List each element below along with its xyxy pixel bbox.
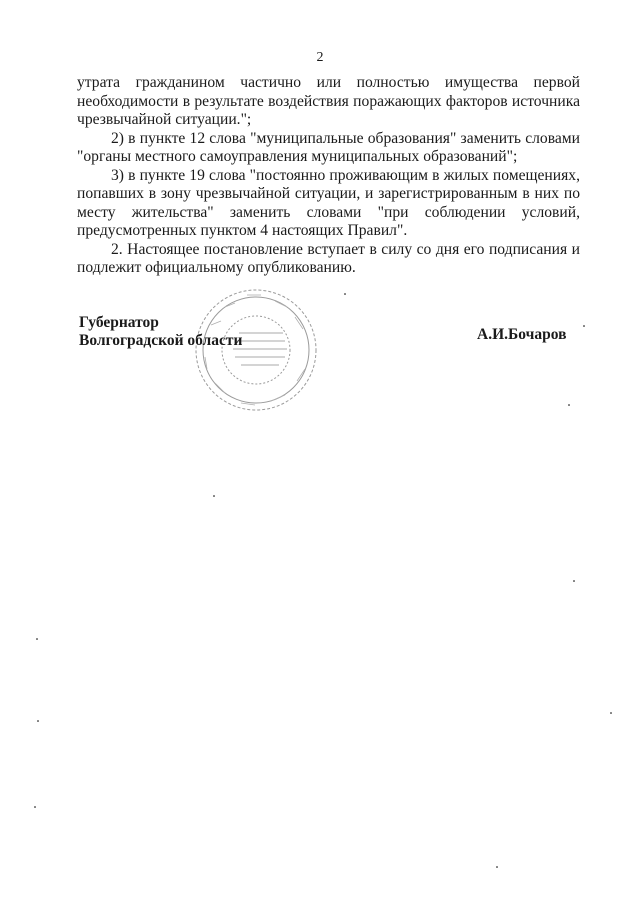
paragraph-continuation: утрата гражданином частично или полностью имущества первой необходимости в результате воздействия поражающих факторов источника чрезвычайной ситуации.";	[77, 74, 580, 128]
scan-speck	[213, 495, 215, 497]
signatory-name: А.И.Бочаров	[477, 326, 567, 343]
scan-speck	[496, 866, 498, 868]
paragraph-item-2: 2) в пункте 12 слова "муниципальные образования" заменить словами "органы местного самоуправления муниципальных образований";	[77, 129, 580, 165]
scan-speck	[344, 293, 346, 295]
scan-speck	[36, 638, 38, 640]
document-body	[77, 74, 580, 278]
page-number: 2	[316, 50, 324, 65]
scan-speck	[573, 580, 575, 582]
official-seal-stamp	[191, 285, 321, 415]
signatory-title-line-2: Волгоградской области	[79, 332, 243, 349]
signatory-title-line-1: Губернатор	[79, 314, 159, 331]
signatory-title	[79, 314, 242, 350]
scan-speck	[568, 404, 570, 406]
paragraph-item-3: 3) в пункте 19 слова "постоянно проживающим в жилых помещениях, попавших в зону чрезвычайной ситуации, и зарегистрированным в них по месту жительства" заменить словами "при соблюдении условий, предусмотренных пунктом 4 настоящих Правил".	[77, 166, 580, 239]
scan-speck	[610, 712, 612, 714]
scan-speck	[34, 806, 36, 808]
paragraph-effective-date: 2. Настоящее постановление вступает в силу со дня его подписания и подлежит официальному опубликованию.	[77, 240, 580, 276]
scan-speck	[583, 325, 585, 327]
scan-speck	[37, 720, 39, 722]
